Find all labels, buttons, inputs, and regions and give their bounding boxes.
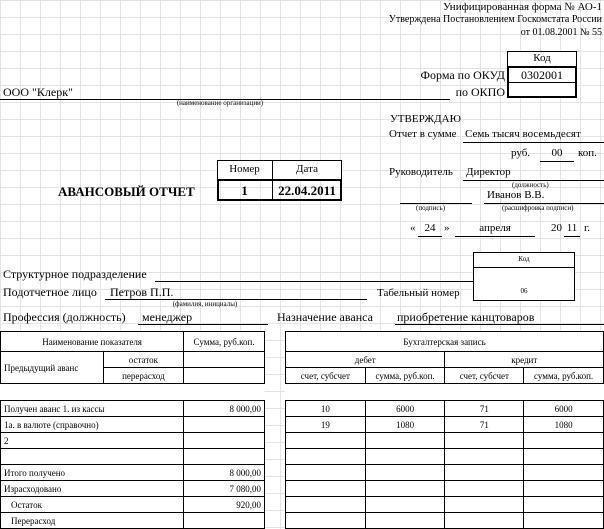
table-row	[1, 433, 265, 449]
debit-amount[interactable]	[365, 465, 445, 481]
sum-line	[463, 142, 604, 143]
approval-month[interactable]: апреля	[479, 222, 511, 234]
row-value[interactable]: 920,00	[184, 497, 265, 513]
day-line	[418, 236, 442, 237]
kop-line	[540, 161, 574, 162]
report-number-label: Номер	[229, 163, 260, 175]
right-header-title: Бухгалтерская запись	[286, 332, 604, 352]
quote-open: «	[410, 222, 416, 234]
credit-amount[interactable]	[524, 513, 604, 529]
report-date-label: Дата	[296, 163, 318, 175]
debit-amount[interactable]	[365, 481, 445, 497]
table-row	[286, 513, 604, 529]
report-title: АВАНСОВЫЙ ОТЧЕТ	[58, 184, 195, 199]
credit-account-header: счет, субсчет	[445, 368, 524, 384]
row-label: Итого получено	[1, 465, 184, 481]
kop-label: коп.	[578, 147, 597, 159]
row-value[interactable]	[184, 513, 265, 529]
row-value[interactable]: 8 000,00	[184, 465, 265, 481]
person-label: Подотчетное лицо	[3, 285, 97, 299]
credit-amount[interactable]	[524, 481, 604, 497]
quote-close: »	[444, 222, 450, 234]
report-number[interactable]: 1	[241, 183, 248, 198]
credit-amount[interactable]	[524, 497, 604, 513]
debit-account[interactable]	[286, 449, 366, 465]
credit-amount-header: сумма, руб.коп.	[524, 368, 604, 384]
credit-header: кредит	[445, 352, 604, 368]
row-label: Перерасход	[1, 513, 184, 529]
employee-code-label: Код	[518, 255, 530, 263]
year-prefix: 20	[551, 222, 562, 234]
table-row	[1, 497, 265, 513]
credit-account[interactable]	[445, 433, 524, 449]
row-label: Получен аванс 1. из кассы	[1, 401, 184, 417]
table-row	[1, 481, 265, 497]
left-table-spacer	[1, 384, 265, 401]
remainder-label: остаток	[103, 352, 184, 368]
debit-account[interactable]: 19	[286, 417, 366, 433]
remainder-value[interactable]	[184, 352, 265, 368]
employee-code-box	[473, 267, 575, 301]
row-value[interactable]: 8 000,00	[184, 401, 265, 417]
form-title-line: Унифицированная форма № АО-1	[442, 1, 602, 13]
approval-date-line: от 01.08.2001 № 55	[520, 27, 602, 38]
row-value[interactable]	[184, 433, 265, 449]
left-header-sum: Сумма, руб.коп.	[184, 332, 265, 352]
purpose-label: Назначение аванса	[277, 310, 373, 324]
organization-name[interactable]: ООО "Клерк"	[3, 85, 73, 99]
tab-number-label: Табельный номер	[377, 287, 460, 299]
table-row	[1, 513, 265, 529]
rub-label: руб.	[511, 147, 531, 159]
debit-account-header: счет, субсчет	[286, 368, 366, 384]
credit-account[interactable]: 71	[445, 401, 524, 417]
table-row	[286, 433, 604, 449]
credit-account[interactable]	[445, 497, 524, 513]
credit-amount[interactable]	[524, 449, 604, 465]
row-label	[1, 449, 184, 465]
table-row	[286, 465, 604, 481]
table-row	[1, 417, 265, 433]
row-value[interactable]	[184, 417, 265, 433]
division-line	[155, 281, 473, 282]
position-caption: (должность)	[512, 181, 549, 189]
row-label: Остаток	[1, 497, 184, 513]
debit-amount-header: сумма, руб.коп.	[365, 368, 445, 384]
okud-label: Форма по ОКУД	[420, 68, 505, 82]
table-row	[286, 401, 604, 417]
credit-account[interactable]: 71	[445, 417, 524, 433]
debit-account[interactable]	[286, 481, 366, 497]
purpose-value[interactable]: приобретение канцтоваров	[397, 310, 535, 324]
row-label: 2	[1, 433, 184, 449]
approval-day[interactable]: 24	[424, 222, 436, 234]
prev-advance-label: Предыдущий аванс	[1, 352, 104, 384]
report-date[interactable]: 22.04.2011	[278, 183, 336, 198]
credit-amount[interactable]: 6000	[524, 401, 604, 417]
okpo-label: по ОКПО	[455, 85, 505, 99]
name-caption: (расшифровка подписи)	[502, 204, 574, 212]
tab-number-value[interactable]: 06	[520, 287, 528, 295]
code-header-label: Код	[533, 52, 551, 64]
debit-account[interactable]	[286, 433, 366, 449]
table-row	[1, 401, 265, 417]
person-value[interactable]: Петров П.П.	[110, 285, 174, 299]
sum-in-words[interactable]: Семь тысяч восемьдесят	[465, 128, 581, 140]
approved-line: Утверждена Постановлением Госкомстата России	[388, 14, 602, 25]
credit-account[interactable]	[445, 465, 524, 481]
credit-amount[interactable]	[524, 465, 604, 481]
year-line	[564, 236, 580, 237]
division-label: Структурное подразделение	[3, 267, 147, 281]
profession-label: Профессия (должность)	[3, 310, 126, 324]
row-label: 1а. в валюте (справочно)	[1, 417, 184, 433]
credit-account[interactable]	[445, 481, 524, 497]
head-label: Руководитель	[389, 166, 453, 178]
year-label: г.	[584, 222, 591, 234]
accounting-entries-table	[285, 331, 604, 529]
row-label: Израсходовано	[1, 481, 184, 497]
debit-amount[interactable]	[365, 513, 445, 529]
debit-account[interactable]	[286, 465, 366, 481]
purpose-line	[395, 324, 604, 325]
head-name[interactable]: Иванов В.В.	[487, 189, 545, 201]
organization-caption: (наименование организации)	[176, 99, 264, 107]
person-caption: (фамилия, инициалы)	[172, 300, 238, 308]
right-table-spacer	[286, 384, 604, 401]
signature-caption: (подпись)	[416, 204, 446, 212]
table-row	[286, 417, 604, 433]
credit-amount[interactable]: 1080	[524, 417, 604, 433]
profession-line	[138, 324, 268, 325]
month-line	[455, 236, 535, 237]
table-row	[286, 449, 604, 465]
table-row	[286, 481, 604, 497]
debit-account[interactable]: 10	[286, 401, 366, 417]
left-header-name: Наименование показателя	[1, 332, 184, 352]
overspend-value[interactable]	[184, 368, 265, 384]
code-divider	[507, 82, 577, 83]
debit-amount[interactable]	[365, 497, 445, 513]
debit-amount[interactable]: 6000	[365, 401, 445, 417]
debit-account[interactable]	[286, 497, 366, 513]
overspend-label: перерасход	[103, 368, 184, 384]
credit-account[interactable]	[445, 449, 524, 465]
okud-value[interactable]: 0302001	[521, 68, 563, 82]
debit-header: дебет	[286, 352, 445, 368]
debit-account[interactable]	[286, 513, 366, 529]
credit-account[interactable]	[445, 513, 524, 529]
row-value[interactable]: 7 080,00	[184, 481, 265, 497]
sum-label: Отчет в сумме	[389, 128, 457, 140]
debit-amount[interactable]	[365, 449, 445, 465]
debit-amount[interactable]	[365, 433, 445, 449]
kop-value[interactable]: 00	[551, 147, 563, 159]
table-row	[1, 449, 265, 465]
approval-title: УТВЕРЖДАЮ	[390, 113, 461, 125]
table-row	[1, 465, 265, 481]
year-suffix[interactable]: 11	[566, 222, 578, 234]
profession-value[interactable]: менеджер	[142, 310, 193, 324]
debit-amount[interactable]: 1080	[365, 417, 445, 433]
row-value[interactable]	[184, 449, 265, 465]
advance-summary-table	[0, 331, 265, 529]
table-row	[286, 497, 604, 513]
head-position[interactable]: Директор	[466, 166, 511, 178]
credit-amount[interactable]	[524, 433, 604, 449]
